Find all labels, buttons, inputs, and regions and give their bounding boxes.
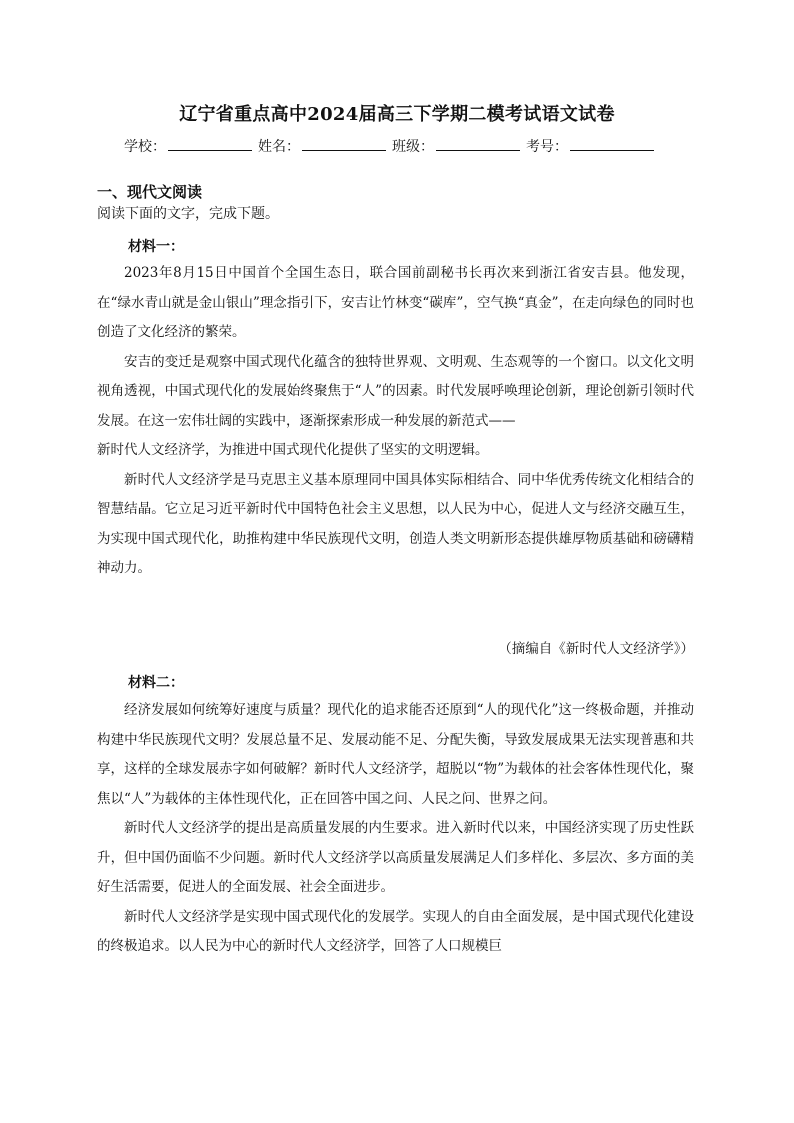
section-heading: 一、现代文阅读 (97, 183, 203, 201)
material-1-paragraph: 2023年8月15日中国首个全国生态日，联合国前副秘书长再次来到浙江省安吉县。他发现，在“绿水青山就是金山银山”理念指引下，安吉让竹林变“碳库”，空气换“真金”，在走向绿色的同时也创造了文化经济的繁荣。 (97, 265, 694, 340)
material-2-label: 材料二： (128, 675, 184, 691)
material-2-paragraph: 新时代人文经济学的提出是高质量发展的内生要求。进入新时代以来，中国经济实现了历史性跃升，但中国仍面临不少问题。新时代人文经济学以高质量发展满足人们多样化、多层次、多方面的美好生活需要，促进人的全面发展、社会全面进步。 (97, 820, 694, 895)
exam-title: 辽宁省重点高中2024届高三下学期二模考试语文试卷 (179, 104, 615, 125)
name-blank[interactable] (302, 134, 386, 151)
material-1-body (97, 259, 694, 584)
exam-number-field (526, 134, 658, 158)
material-2-body (97, 696, 694, 962)
material-1-paragraph: 新时代人文经济学是马克思主义基本原理同中国具体实际相结合、同中华优秀传统文化相结合的智慧结晶。它立足习近平新时代中国特色社会主义思想，以人民为中心，促进人文与经济交融互生，为实现中国式现代化，助推构建中华民族现代文明，创造人类文明新形态提供雄厚物质基础和磅礴精神动力。 (97, 471, 694, 576)
school-field (124, 134, 256, 158)
class-field (392, 134, 524, 158)
material-1-paragraph: 安吉的变迁是观察中国式现代化蕴含的独特世界观、文明观、生态观等的一个窗口。以文化文明视角透视，中国式现代化的发展始终聚焦于“人”的因素。时代发展呼唤理论创新，理论创新引领时代发展。在这一宏伟壮阔的实践中，逐渐探索形成一种发展的新范式—— (97, 353, 694, 429)
class-blank[interactable] (436, 134, 520, 151)
material-1-paragraph: 新时代人文经济学，为推进中国式现代化提供了坚实的文明逻辑。 (97, 442, 489, 458)
material-1-source: （摘编自《新时代人文经济学》） (498, 641, 694, 657)
exam-number-blank[interactable] (570, 134, 654, 151)
class-label: 班级： (392, 139, 434, 155)
material-1-label: 材料一： (128, 239, 184, 255)
exam-number-label: 考号： (526, 139, 568, 155)
material-2-paragraph: 新时代人文经济学是实现中国式现代化的发展学。实现人的自由全面发展，是中国式现代化建设的终极追求。以人民为中心的新时代人文经济学，回答了人口规模巨 (97, 908, 694, 954)
name-label: 姓名： (258, 139, 300, 155)
school-label: 学校： (124, 139, 166, 155)
material-2-paragraph: 经济发展如何统筹好速度与质量？现代化的追求能否还原到“人的现代化”这一终极命题，并推动构建中华民族现代文明？发展总量不足、发展动能不足、分配失衡，导致发展成果无法实现普惠和共享，这样的全球发展赤字如何破解？新时代人文经济学，超脱以“物”为载体的社会客体性现代化，聚焦以“人”为载体的主体性现代化，正在回答中国之问、人民之问、世界之问。 (97, 702, 694, 807)
school-blank[interactable] (168, 134, 252, 151)
name-field (258, 134, 390, 158)
reading-instruction: 阅读下面的文字，完成下题。 (97, 206, 279, 222)
student-info-row (124, 134, 684, 158)
